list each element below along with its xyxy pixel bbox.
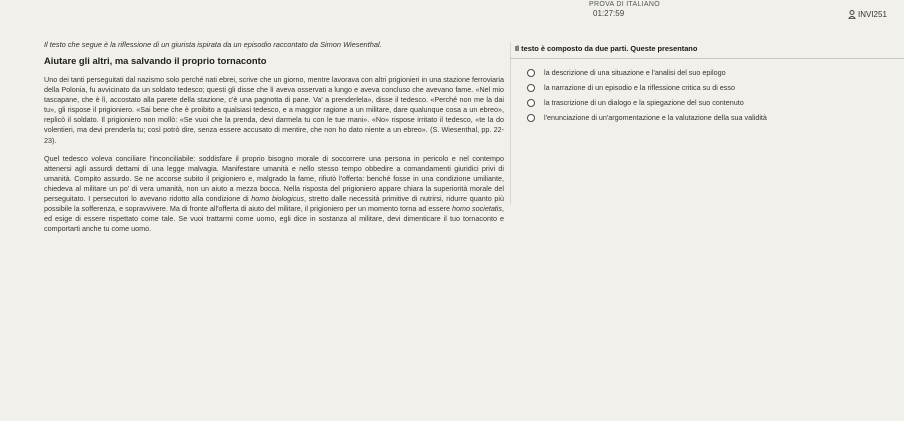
answer-option-b[interactable]: [515, 80, 903, 95]
answer-option-c[interactable]: [515, 95, 903, 110]
question-panel: [515, 44, 903, 125]
user-icon: [848, 10, 856, 19]
radio-button[interactable]: [527, 114, 535, 122]
answer-option-d[interactable]: [515, 110, 903, 125]
passage-title: Aiutare gli altri, ma salvando il proprio tornaconto: [44, 55, 267, 66]
reading-passage: [44, 40, 504, 234]
option-label: la trascrizione di un dialogo e la spiegazione del suo contenuto: [544, 98, 744, 107]
passage-paragraph-1: Uno dei tanti perseguitati dal nazismo solo perché nati ebrei, scrive che un giorno, mentre lavorava con altri prigionieri in una stazione ferroviaria della Polonia, fu avvicinato da un soldato tedesco; questi gli disse che lì aveva osservati a lungo e aveva concluso che avevano fame. «Nel mio tascapane, che è lì, accostato alla parete della stazione, c'è una pagnotta di pane. Va' a prenderlela», disse il tedesco. «Perché non me la dai tu», gli rispose il prigioniero. «Sai bene che è proibito a qualsiasi tedesco, e a maggior ragione a un militare, dare qualunque cosa a un ebreo», replicò il soldato. Il prigioniero non mollò: «Se vuoi che la prenda, devi darmela tu con le tue mani». «No» rispose irritato il tedesco, «te la do volentieri, ma devi prenderla tu; così potrò dire, senza essere accusato di mentire, che non ho dato niente a un ebreo». (S. Wiesenthal, pp. 22-23).: [44, 75, 504, 145]
exam-title: PROVA DI ITALIANO: [589, 1, 660, 8]
exam-timer: 01:27:59: [593, 9, 625, 18]
answer-options: [515, 65, 903, 125]
passage-intro: Il testo che segue è la riflessione di un giurista ispirata da un episodio raccontato da Simon Wiesenthal.: [44, 40, 382, 49]
question-text: Il testo è composto da due parti. Queste presentano: [515, 44, 698, 53]
radio-button[interactable]: [527, 84, 535, 92]
column-divider: [510, 42, 511, 204]
radio-button[interactable]: [527, 99, 535, 107]
option-label: la narrazione di un episodio e la riflessione critica su di esso: [544, 83, 735, 92]
answer-option-a[interactable]: [515, 65, 903, 80]
exam-header: [0, 0, 904, 22]
option-label: l'enunciazione di un'argomentazione e la valutazione della sua validità: [544, 113, 767, 122]
user-code: INVI251: [858, 10, 887, 19]
passage-paragraph-2: Quel tedesco voleva conciliare l'inconciliabile: soddisfare il proprio bisogno morale di soccorrere una persona in pericolo e nel contempo attenersi agli assurdi dettami di una legge malvagia. Manifestare umanità e nello stesso tempo obbedire a comandamenti giuridici privi di umanità. Compito assurdo. Se ne accorse subito il prigioniero e, malgrado la fame, rifiutò l'offerta: benché fosse in una condizione umiliante, chiedeva al militare un po' di vera umanità, non un aiuto a mezza bocca. Nella risposta del prigioniero appare chiara la superiorità morale del perseguitato. I persecutori lo avevano ridotto alla condizione di homo biologicus, stretto dalle necessità primitive di nutrirsi, ridurre quanto più possibile la sofferenza, e sopravvivere. Ma di fronte all'offerta di aiuto del militare, il prigioniero per un momento torna ad essere homo societatis, ed esige di essere rispettato come tale. Se vuoi trattarmi come uomo, egli dice in sostanza al militare, devi dimenticare il tuo tornaconto e comportarti anche tu come uomo.: [44, 153, 504, 234]
user-badge: [848, 10, 887, 19]
radio-button[interactable]: [527, 69, 535, 77]
option-label: la descrizione di una situazione e l'analisi del suo epilogo: [544, 68, 726, 77]
